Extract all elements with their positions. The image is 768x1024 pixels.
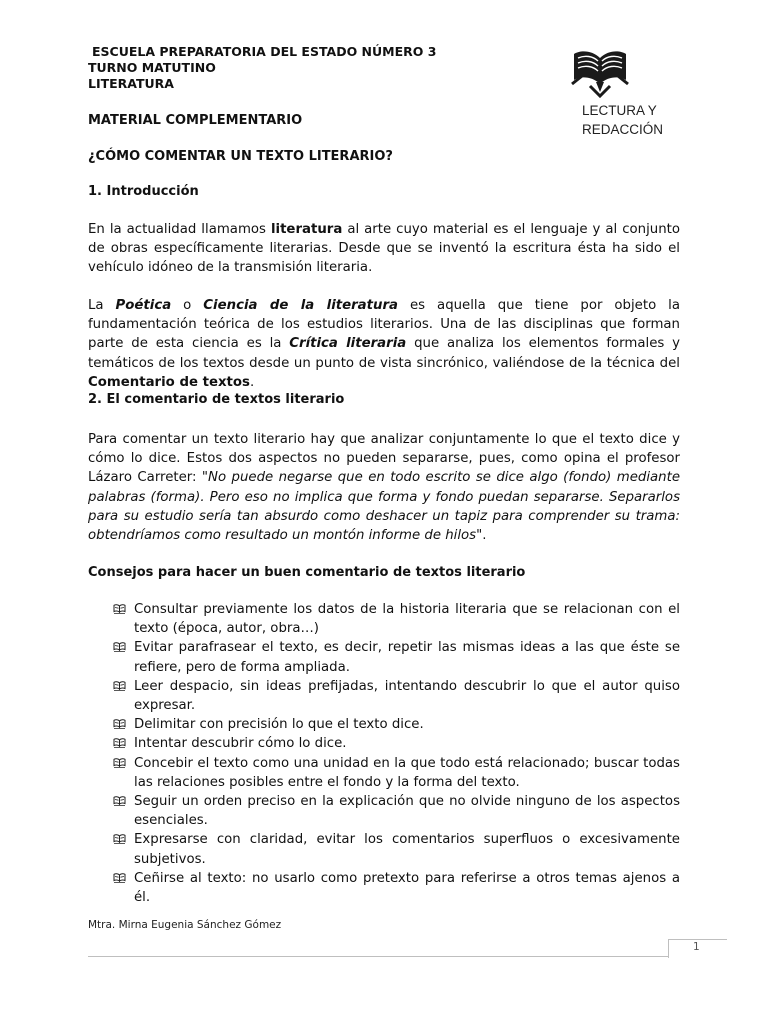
footer-divider xyxy=(88,956,668,957)
section-1-paragraph-2: La Poética o Ciencia de la literatura es aquella que tiene por objeto la fundamentación teórica de los estudios literarios. Una de las disciplinas que forman parte de esta ciencia es la Crítica literaria que analiza los elementos formales y temáticos de los textos desde un punto de vista sincrónico, valiéndose de la técnica del Comentario de textos. xyxy=(88,298,681,390)
section-2-paragraph-1: Para comentar un texto literario hay que analizar conjuntamente lo que el texto dice y cómo lo dice. Estos dos aspectos no pueden separarse, pues, como opina el profesor Lázaro Carreter: "No puede negarse que en todo escrito se dice algo (fondo) mediante palabras (forma). Pero eso no implica que forma y fondo puedan separarse. Separarlos para su estudio sería tan absurdo como deshacer un tapiz para comprender su trama: obtendríamos como resultado un montón informe de hilos". xyxy=(88,432,681,544)
book-bullet-icon xyxy=(113,718,126,730)
book-bullet-icon xyxy=(113,603,126,615)
consejo-item: Consultar previamente los datos de la historia literaria que se relacionan con el texto (época, autor, obra…) xyxy=(113,600,680,638)
consejo-item: Evitar parafrasear el texto, es decir, repetir las mismas ideas a las que éste se refiere, pero de forma ampliada. xyxy=(113,638,680,676)
consejo-item: Seguir un orden preciso en la explicación que no olvide ninguno de los aspectos esenciales. xyxy=(113,792,680,830)
consejo-item: Ceñirse al texto: no usarlo como pretexto para referirse a otros temas ajenos a él. xyxy=(113,869,680,907)
consejo-item: Leer despacio, sin ideas prefijadas, intentando descubrir lo que el autor quiso expresar. xyxy=(113,677,680,715)
consejo-item: Intentar descubrir cómo lo dice. xyxy=(113,734,680,753)
section-2-heading: 2. El comentario de textos literario xyxy=(88,392,345,407)
book-bullet-icon xyxy=(113,872,126,884)
section-1-heading: 1. Introducción xyxy=(88,184,199,199)
book-bullet-icon xyxy=(113,833,126,845)
material-label: MATERIAL COMPLEMENTARIO xyxy=(88,113,303,128)
shift-label: TURNO MATUTINO xyxy=(88,60,216,75)
subject-label: LITERATURA xyxy=(88,76,174,91)
document-title: ¿CÓMO COMENTAR UN TEXTO LITERARIO? xyxy=(88,149,393,164)
section-1-paragraph-1: En la actualidad llamamos literatura al arte cuyo material es el lenguaje y al conjunto de obras específicamente literarias. Desde que se inventó la escritura ésta ha sido el vehículo idóneo de la transmisión literaria. xyxy=(88,222,680,276)
book-bullet-icon xyxy=(113,757,126,769)
logo-line-2: REDACCIÓN xyxy=(582,122,664,137)
logo-line-1: LECTURA Y xyxy=(582,103,657,118)
book-bullet-icon xyxy=(113,641,126,653)
book-bullet-icon xyxy=(113,737,126,749)
school-name: ESCUELA PREPARATORIA DEL ESTADO NÚMERO 3 xyxy=(92,44,437,59)
consejo-item: Expresarse con claridad, evitar los comentarios superfluos o excesivamente subjetivos. xyxy=(113,830,680,868)
footer-author: Mtra. Mirna Eugenia Sánchez Gómez xyxy=(88,919,282,931)
book-bullet-icon xyxy=(113,680,126,692)
book-bullet-icon xyxy=(113,795,126,807)
consejo-item: Delimitar con precisión lo que el texto dice. xyxy=(113,715,680,734)
consejo-item: Concebir el texto como una unidad en la que todo está relacionado; buscar todas las relaciones posibles entre el fondo y la forma del texto. xyxy=(113,754,680,792)
document-header xyxy=(88,44,436,92)
page-number: 1 xyxy=(693,941,700,953)
consejos-list xyxy=(113,600,680,907)
open-book-icon xyxy=(568,46,632,98)
consejos-heading: Consejos para hacer un buen comentario de textos literario xyxy=(88,565,526,580)
